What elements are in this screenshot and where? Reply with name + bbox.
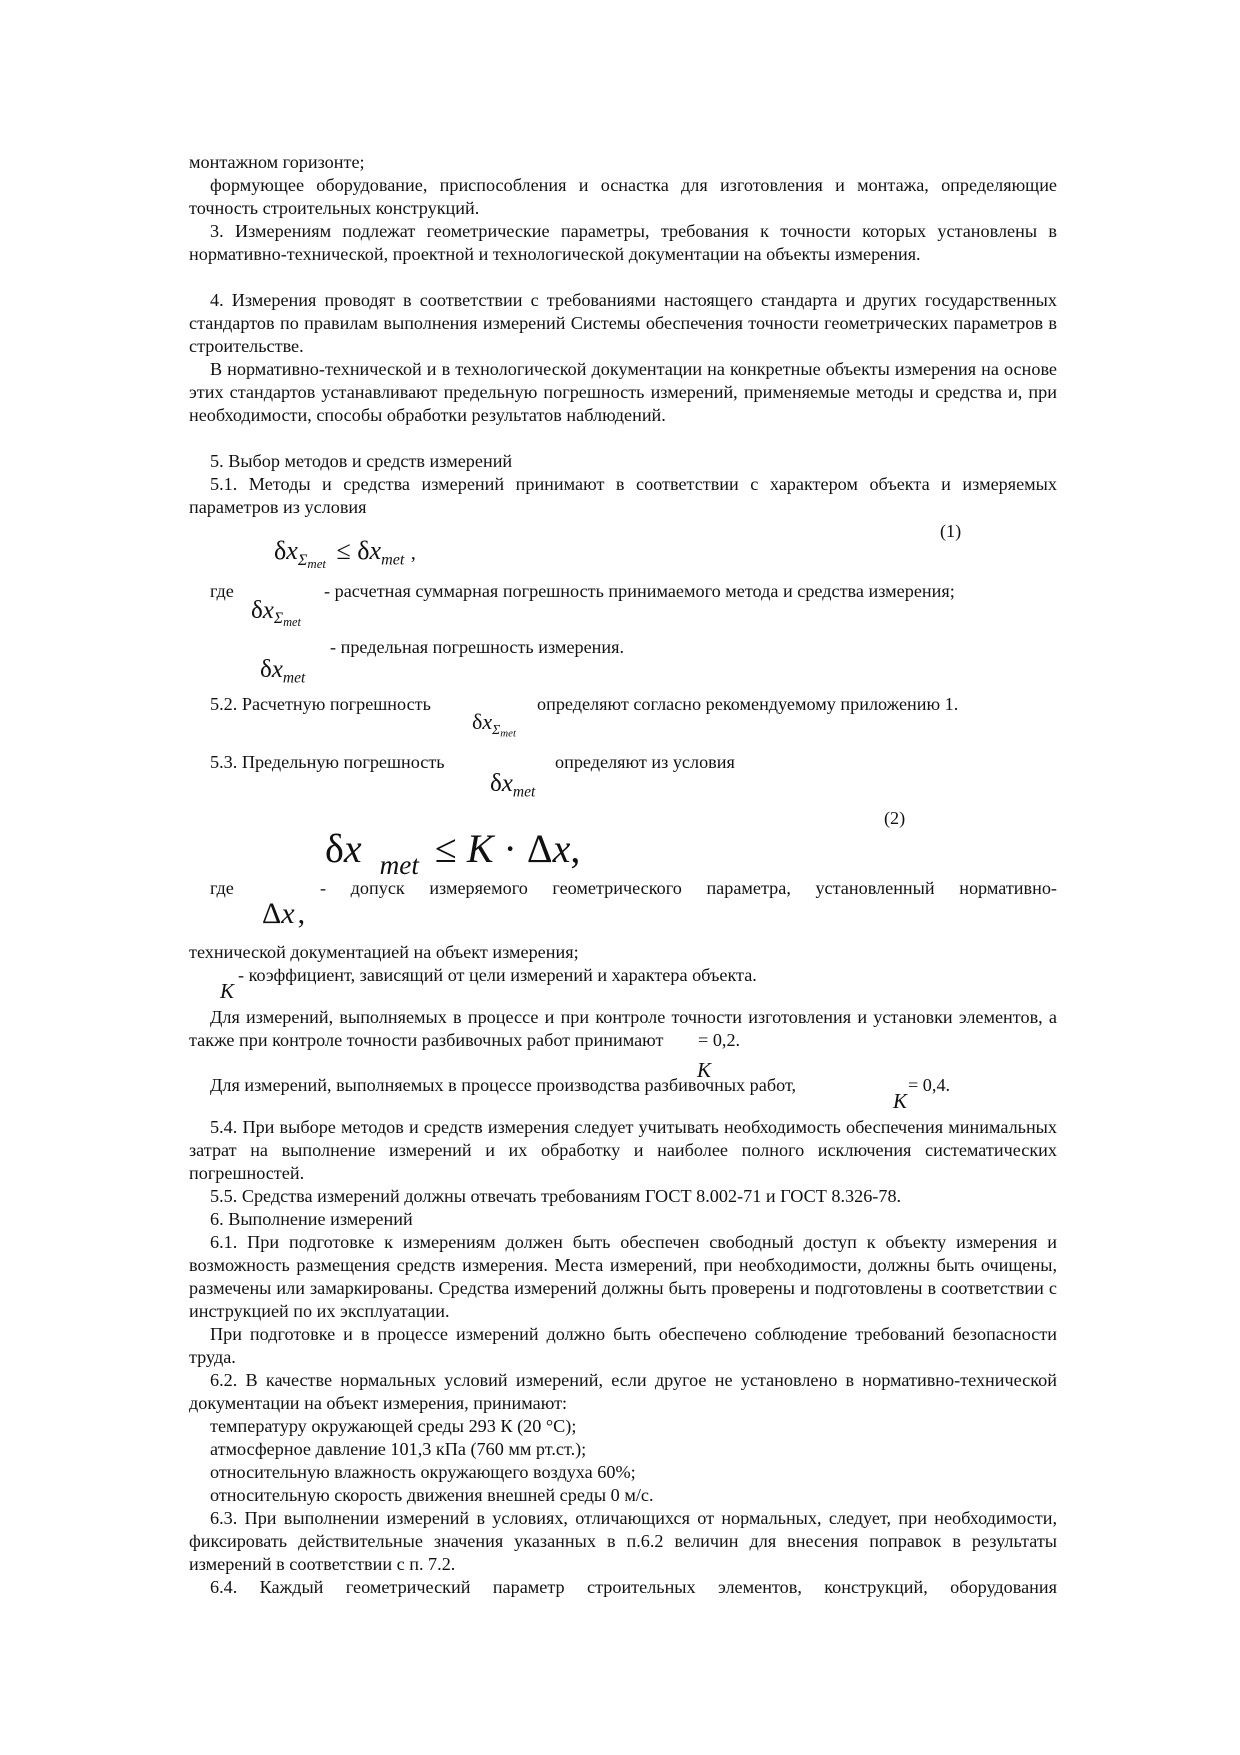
section-heading: 6. Выполнение измерений (210, 1209, 413, 1229)
paragraph (189, 1006, 1057, 1082)
x-symbol: x (482, 709, 493, 734)
met-subscript: met (307, 556, 326, 571)
delta-capital-symbol: Δ (262, 897, 282, 930)
delta-symbol: δ (260, 656, 272, 683)
paragraph: 6.2. В качестве нормальных условий измерений, если другое не установлено в нормативно-технической документации на объект измерения, принимают: (189, 1370, 1057, 1413)
definition-text: - предельная погрешность измерения. (330, 637, 625, 657)
where-label: где (210, 581, 234, 601)
met-subscript: met (379, 850, 419, 881)
met-subscript: met (500, 727, 516, 740)
met-subscript: met (282, 669, 306, 687)
k-symbol: K (466, 826, 494, 871)
le-symbol: ≤ (434, 826, 457, 871)
delta-symbol: δ (251, 597, 263, 624)
x-symbol: x (343, 826, 362, 871)
k-symbol: K (220, 979, 235, 1003)
comma: , (297, 897, 306, 930)
symbol-delta-x (262, 899, 305, 929)
sigma-symbol: Σ (297, 551, 308, 569)
paragraph: 6.1. При подготовке к измерениям должен быть обеспечен свободный доступ к объекту измерения и возможность размещения средств измерения. Места измерений, при необходимости, должны быть очищены, размечены или замаркированы. Средства измерений должны быть проверены и подготовлены в соответствии с инструкцией по их эксплуатации. (189, 1232, 1057, 1321)
paragraph: 6.3. При выполнении измерений в условиях, отличающихся от нормальных, следует, при необходимости, фиксировать действительные значения указанных в п.6.2 величин для внесения поправок в результаты измерений в соответствии с п. 7.2. (189, 1508, 1057, 1574)
definition-text: - допуск измеряемого геометрического параметра, установленный нормативно- (320, 878, 1057, 898)
comma: , (410, 543, 416, 564)
value-text: = 0,4. (908, 1075, 951, 1095)
list-item: относительную скорость движения внешней среды 0 м/с. (210, 1485, 654, 1505)
x-symbol: x (552, 826, 571, 871)
sigma-symbol: Σ (492, 721, 501, 737)
paragraph: 3. Измерениям подлежат геометрические параметры, требования к точности которых установлены в нормативно-технической, проектной и технологической документации на объекты измерения. (189, 221, 1057, 264)
symbol-delta-x-met (260, 657, 305, 686)
k-symbol: K (893, 1089, 908, 1113)
paragraph: 5.5. Средства измерений должны отвечать требованиям ГОСТ 8.002-71 и ГОСТ 8.326-78. (210, 1186, 902, 1206)
met-subscript: met (381, 551, 405, 569)
paragraph: определяют из условия (555, 752, 735, 772)
definition-text: - коэффициент, зависящий от цели измерений и характера объекта. (238, 965, 757, 985)
equation-number: (2) (884, 808, 906, 828)
equation-2 (325, 826, 581, 881)
met-subscript: met (512, 783, 536, 801)
paragraph: 4. Измерения проводят в соответствии с требованиями настоящего стандарта и других государственных стандартов по правилам выполнения измерений Системы обеспечения точности геометрических параметров в строительстве. (189, 290, 1057, 356)
list-item: температуру окружающей среды 293 К (20 °С); (210, 1416, 577, 1436)
delta-symbol: δ (274, 536, 287, 565)
paragraph: При подготовке и в процессе измерений должно быть обеспечено соблюдение требований безопасности труда. (189, 1324, 1057, 1367)
definition-text: - расчетная суммарная погрешность принимаемого метода и средства измерения; (324, 581, 955, 601)
delta-symbol: δ (490, 770, 502, 797)
symbol-delta-x-sigma-met (251, 598, 301, 629)
k-symbol: K (697, 1058, 712, 1082)
paragraph: 5.1. Методы и средства измерений принимают в соответствии с характером объекта и измеряемых параметров из условия (189, 474, 1057, 517)
equation-number: (1) (940, 521, 962, 541)
x-symbol: x (369, 536, 382, 565)
dot-symbol: · (503, 826, 517, 871)
paragraph: 5.4. При выборе методов и средств измерения следует учитывать необходимость обеспечения минимальных затрат на выполнение измерений и их обработку и наиболее полного исключения систематических погрешностей. (189, 1117, 1057, 1183)
paragraph: Для измерений, выполняемых в процессе производства разбивочных работ, (210, 1075, 797, 1095)
x-symbol: x (501, 770, 513, 797)
paragraph: 6.4. Каждый геометрический параметр строительных элементов, конструкций, оборудования (210, 1577, 1057, 1597)
delta-capital-symbol: Δ (526, 826, 553, 871)
symbol-k (220, 981, 234, 1002)
x-symbol: x (271, 656, 283, 683)
x-symbol: x (262, 597, 274, 624)
value-text: = 0,2. (698, 1030, 741, 1050)
met-subscript: met (283, 615, 301, 630)
paragraph-text: Для измерений, выполняемых в процессе и при контроле точности изготовления и установки элементов, а также при контроле точности разбивочных работ принимают (189, 1007, 1057, 1050)
list-item: атмосферное давление 101,3 кПа (760 мм рт.ст.); (210, 1439, 587, 1459)
equation-1 (274, 538, 416, 571)
x-symbol: x (286, 536, 298, 565)
paragraph: 5.2. Расчетную погрешность (210, 694, 431, 714)
le-symbol: ≤ (336, 536, 351, 565)
paragraph: определяют согласно рекомендуемому приложению 1. (537, 694, 959, 714)
paragraph: технической документацией на объект измерения; (189, 942, 579, 962)
comma: , (570, 826, 581, 871)
sigma-symbol: Σ (273, 610, 284, 628)
delta-symbol: δ (357, 536, 370, 565)
symbol-k (893, 1091, 907, 1112)
symbol-delta-x-sigma-met (472, 711, 516, 739)
paragraph: 5.3. Предельную погрешность (210, 752, 445, 772)
section-heading: 5. Выбор методов и средств измерений (210, 451, 513, 471)
where-label: где (210, 878, 234, 898)
paragraph: монтажном горизонте; (189, 152, 365, 172)
paragraph: В нормативно-технической и в технологической документации на конкретные объекты измерения на основе этих стандартов устанавливают предельную погрешность измерений, применяемые методы и средства и, при необходимости, способы обработки результатов наблюдений. (189, 359, 1057, 425)
symbol-delta-x-met (490, 771, 535, 800)
list-item: относительную влажность окружающего воздуха 60%; (210, 1462, 636, 1482)
x-symbol: x (281, 897, 295, 930)
delta-symbol: δ (472, 709, 483, 734)
delta-symbol: δ (325, 826, 344, 871)
paragraph: формующее оборудование, приспособления и оснастка для изготовления и монтажа, определяющие точность строительных конструкций. (189, 175, 1057, 218)
